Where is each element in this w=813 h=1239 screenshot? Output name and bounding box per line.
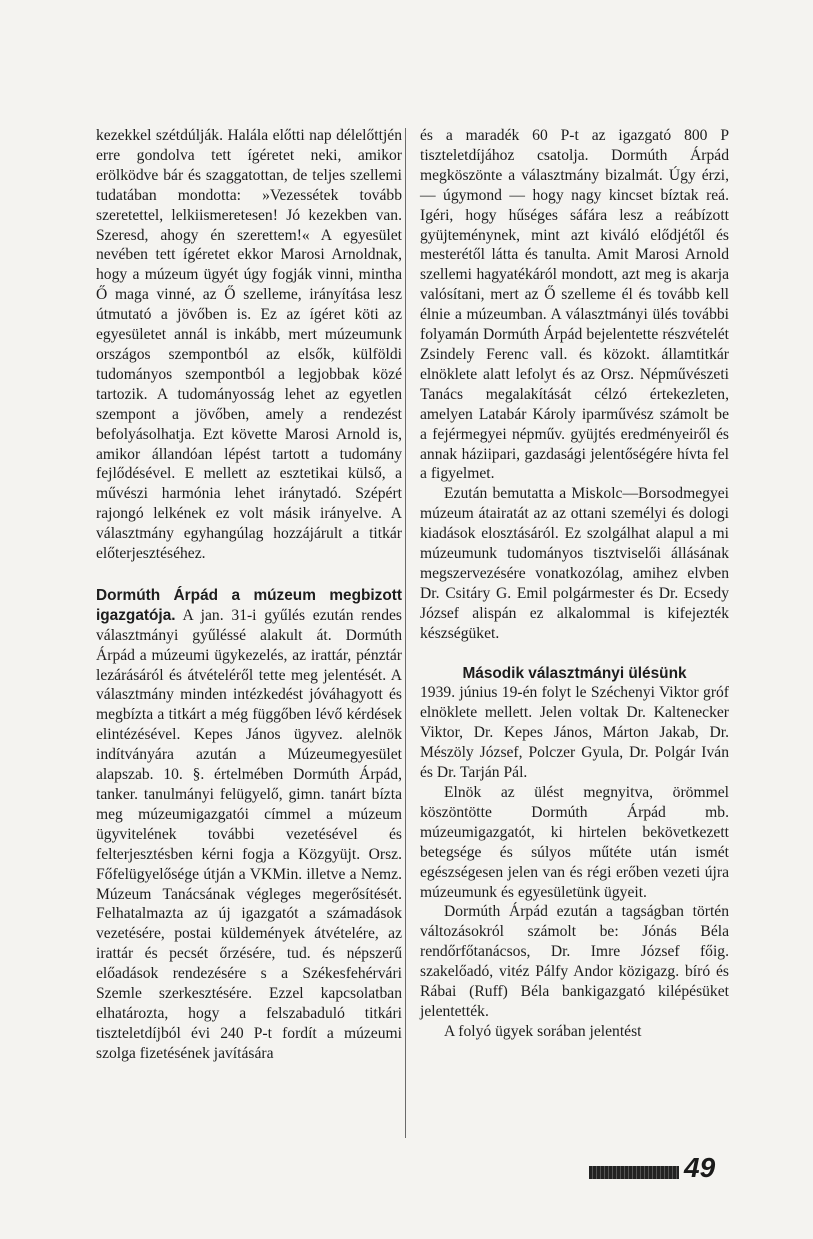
section-spacer (420, 644, 729, 664)
footer-ornament-bar (589, 1166, 679, 1179)
page-number: 49 (684, 1152, 716, 1183)
left-paragraph-2 (96, 586, 402, 1064)
column-divider (405, 128, 406, 1138)
section-spacer (96, 564, 402, 586)
right-paragraph-4: Elnök az ülést megnyitva, örömmel köszöntötte Dormúth Árpád mb. múzeumigazgatót, ki hirtelen bekövetkezett betegsége és súlyos műtéte után ismét egészségesen jelen van és régi erőben vezeti újra múzeumunk és egyesületünk ügyeit. (420, 784, 729, 901)
right-paragraph-2: Ezután bemutatta a Miskolc—Borsodmegyei múzeum átairatát az az ottani személyi és dologi kiadások elosztásáról. Ez szolgálhat alapul a mi múzeumunk tudományos tisztviselői állásának megszervezésére vonatkozólag, amihez elvben Dr. Csitáry G. Emil polgármester és Dr. Ecsedy József alispán ez alkalommal is kifejezték készségüket. (420, 485, 729, 642)
right-column (420, 126, 729, 1042)
left-column (96, 126, 402, 1064)
right-paragraph-6: A folyó ügyek sorában jelentést (444, 1022, 642, 1040)
left-paragraph-2-body: A jan. 31-i gyűlés ezután rendes választmányi gyűléssé alakult át. Dormúth Árpád a múzeumi ügykezelés, az irattár, pénztár lezárásáról és átvételéről tette meg jelentését. A választmány minden intézkedést jóváhagyott és megbízta a titkárt a még függőben lévő kérdések elintézésével. Kepes János ügyvez. alelnök indítványára azután a Múzeumegyesület alapszab. 10. §. értelmében Dormúth Árpád, tanker. tanulmányi felügyelő, gimn. tanárt bízta meg múzeumigazgatói címmel a múzeum ügyvitelének további vezetésével és felterjesztésben kérni fogja a Közgyüjt. Orsz. Főfelügyelősége útján a VKMin. illetve a Nemz. Múzeum Tanácsának végleges megerősítését. Felhatalmazta az új igazgatót a számadások vezetésére, postai küldemények átvételére, az irattár és pecsét őrzésére, tud. és népszerű előadások rendezésére s a Székesfehérvári Szemle szerkesztésére. Ezzel kapcsolatban elhatározta, hogy a felszabaduló titkári tiszteletdíjból évi 240 P-t fordít a múzeumi szolga fizetésének javítására (96, 606, 402, 1062)
section-heading-igazgato: Dormúth Árpád a múzeum megbizott igazgatója. (96, 586, 402, 624)
right-paragraph-1: és a maradék 60 P-t az igazgató 800 P tiszteletdíjához csatolja. Dormúth Árpád megköszönte a választmány bizalmát. Úgy érzi, — úgymond — hogy nagy kincset bíztak reá. Igéri, hogy hűséges sáfára lesz a reábízott gyüjteménynek, mint azt kiváló elődjétől és mesterétől látta és tanulta. Amit Marosi Arnold szellemi hagyatékáról mondott, azt meg is akarja valósítani, mert az Ő szelleme él és tovább kell élnie a múzeumban. A választmányi ülés további folyamán Dormúth Árpád bejelentette részvételét Zsindely Ferenc vall. és közokt. államtitkár elnöklete alatt lefolyt és az Orsz. Népművészeti Tanács megalakítását célzó értekezleten, amelyen Latabár Károly iparművész számolt be a fejérmegyei népműv. gyüjtés eredményeiről és annak háziipari, gazdasági jelentőségére hívta fel a figyelmet. (420, 127, 729, 483)
left-paragraph-1: kezekkel szétdúlják. Halála előtti nap délelőttjén erre gondolva tett ígéretet neki, amikor erölködve bár és szaggatottan, de teljes szellemi tudatában mondotta: »Vezessétek tovább szeretettel, lelkiismeretesen! Jó kezekben van. Szeresd, ahogy én szerettem!« A egyesület nevében tett ígéretet ekkor Marosi Arnoldnak, hogy a múzeum ügyét úgy fogják vinni, mintha Ő maga vinné, az Ő szelleme, irányítása lesz útmutató a jövőben is. Ez az ígéret köti az egyesületet annál is inkább, mert múzeumunk országos szempontból az elsők, külföldi tudományos szempontból a legjobbak közé tartozik. A tudományosság lehet az egyetlen szempont a jövőben, amely a rendezést befolyásolhatja. Ezt követte Marosi Arnold is, amikor állandóan lépést tartott a tudomány fejlődésével. E mellett az esztetikai külső, a művészi harmónia lehet iránytadó. Szépért rajongó lelkének ez volt másik irányelve. A választmány egyhangúlag hozzájárult a titkár előterjesztéséhez. (96, 127, 402, 563)
section-heading-masodik-ules: Második választmányi ülésünk (462, 664, 687, 682)
right-paragraph-5: Dormúth Árpád ezután a tagságban történ változásokról számolt be: Jónás Béla rendőrfőtanácsos, Dr. Imre József főig. szakelőadó, vitéz Pálfy Andor közigazg. bíró és Rábai (Ruff) Béla bankigazgató kilépésüket jelentették. (420, 903, 729, 1020)
right-paragraph-3: 1939. június 19-én folyt le Széchenyi Viktor gróf elnöklete mellett. Jelen voltak Dr. Kaltenecker Viktor, Dr. Kepes János, Márton Jakab, Dr. Mészöly József, Polczer Gyula, Dr. Polgár Iván és Dr. Tarján Pál. (420, 684, 729, 782)
